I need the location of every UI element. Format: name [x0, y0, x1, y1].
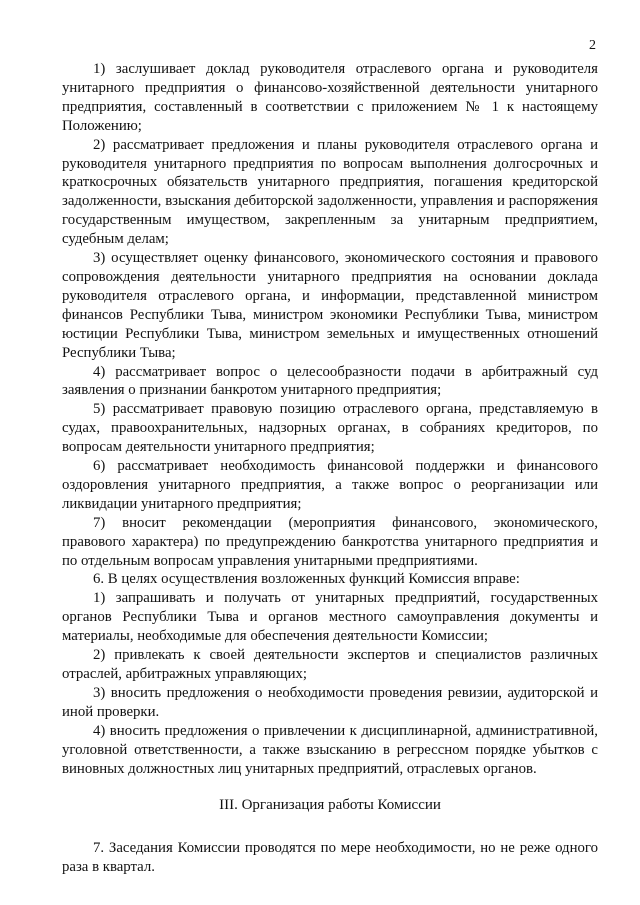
paragraph-item-6: 6) рассматривает необходимость финансовой поддержки и финансового оздоровления унитарного предприятия, а также вопрос о реорганизации или ликвидации унитарного предприятия; — [62, 458, 598, 512]
paragraph-right-1: 1) запрашивать и получать от унитарных предприятий, государственных органов Республики Тыва и органов местного самоуправления документы и материалы, необходимые для обеспечения деятельности Комиссии; — [62, 590, 598, 645]
paragraph-item-2: 2) рассматривает предложения и планы руководителя отраслевого органа и руководителя унитарного предприятия по вопросам выполнения долгосрочных и краткосрочных обязательств унитарного предприятия, погашения кредиторской задолженности, взыскания дебиторской задолженности, управления и распоряжения государственным имуществом, закрепленным за унитарным предприятием, судебным делам; — [62, 136, 598, 248]
paragraph-right-2: 2) привлекать к своей деятельности экспертов и специалистов различных отраслей, арбитражных управляющих; — [62, 647, 598, 682]
paragraph-item-3: 3) осуществляет оценку финансового, экономического состояния и правового сопровождения деятельности унитарного предприятия на основании доклада руководителя отраслевого органа, и информации, представленной министром финансов Республики Тыва, министром экономики Республики Тыва, министром юстиции Республики Тыва, министром земельных и имущественных отношений Республики Тыва; — [62, 250, 598, 361]
paragraph-item-4: 4) рассматривает вопрос о целесообразности подачи в арбитражный суд заявления о признании банкротом унитарного предприятия; — [62, 363, 598, 399]
paragraph-right-3: 3) вносить предложения о необходимости проведения ревизии, аудиторской и иной проверки. — [62, 684, 598, 720]
document-body — [62, 60, 598, 877]
paragraph-clause-7: 7. Заседания Комиссии проводятся по мере необходимости, но не реже одного раза в квартал. — [62, 840, 598, 876]
paragraph-right-4: 4) вносить предложения о привлечении к дисциплинарной, административной, уголовной ответственности, а также взысканию в регрессном порядке убытков с виновных должностных лиц унитарных предприятий, отраслевых органов. — [62, 722, 598, 777]
section-heading: III. Организация работы Комиссии — [219, 797, 441, 814]
paragraph-clause-6: 6. В целях осуществления возложенных функций Комиссия вправе: — [93, 571, 520, 588]
paragraph-item-1: 1) заслушивает доклад руководителя отраслевого органа и руководителя унитарного предприятия о финансово-хозяйственной деятельности унитарного предприятия, составленный в соответствии с приложением № 1 к настоящему Положению; — [62, 61, 598, 134]
paragraph-item-7: 7) вносит рекомендации (мероприятия финансового, экономического, правового характера) по предупреждению банкротства унитарного предприятия и по отдельным вопросам управления унитарными предприятиями. — [62, 514, 598, 569]
page-number: 2 — [589, 38, 596, 53]
paragraph-item-5: 5) рассматривает правовую позицию отраслевого органа, представляемую в судах, правоохранительных, надзорных органах, в собраниях кредиторов, по вопросам деятельности унитарного предприятия; — [62, 401, 598, 456]
